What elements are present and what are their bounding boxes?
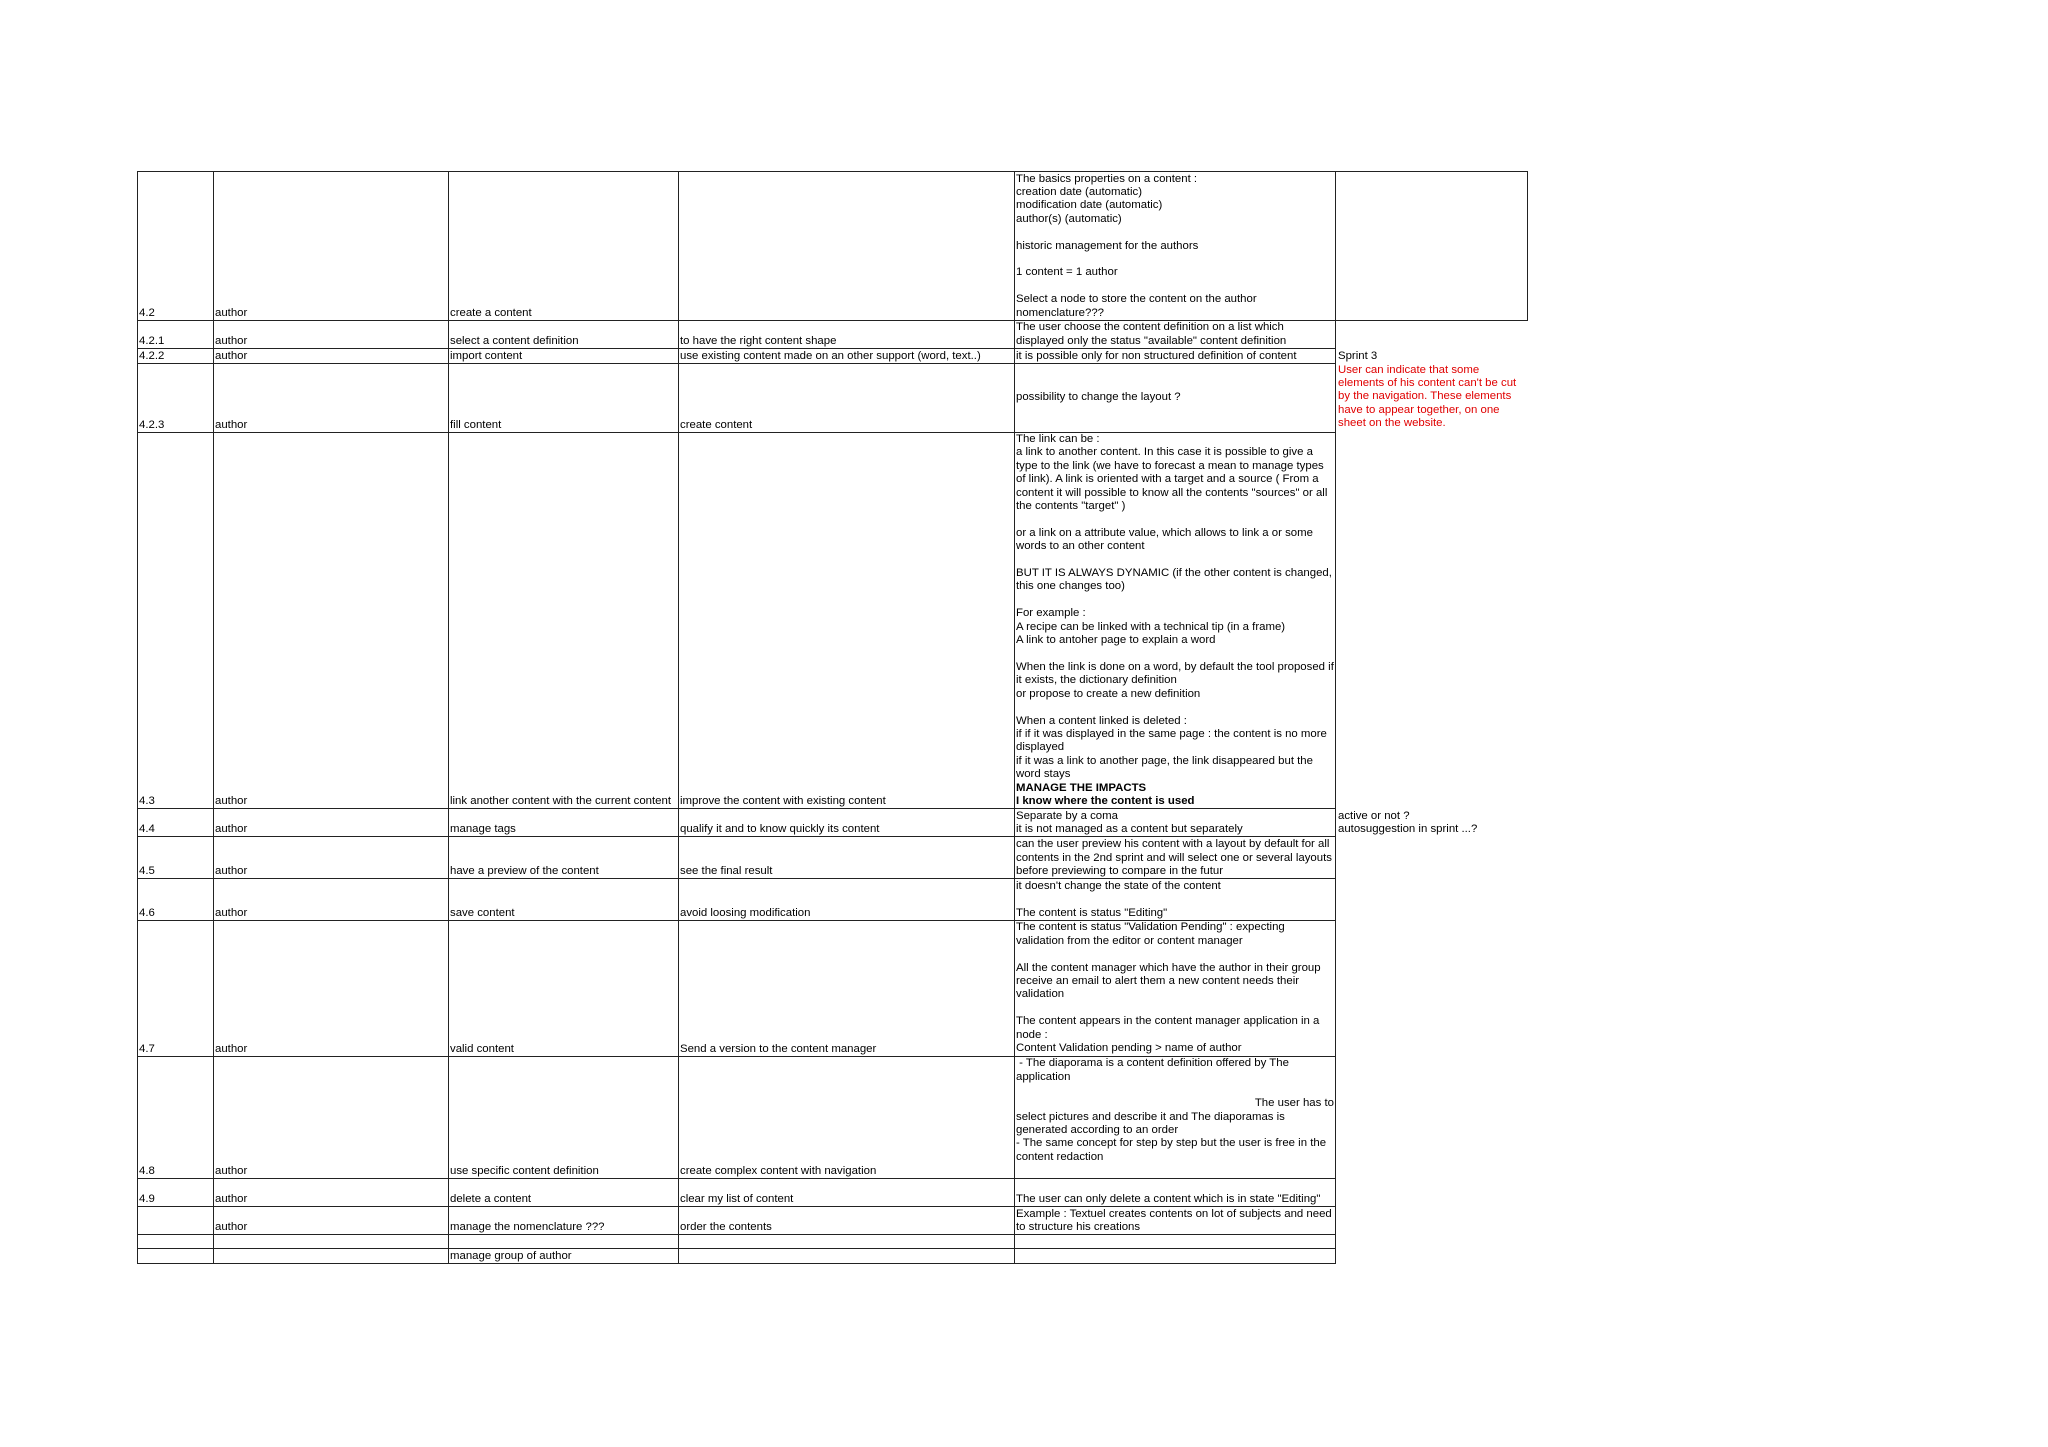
table-row xyxy=(138,921,1528,1057)
cell-goal: improve the content with existing content xyxy=(679,433,1015,809)
cell-id: 4.2 xyxy=(138,172,214,321)
cell-action: create a content xyxy=(449,172,679,321)
cell-id: 4.6 xyxy=(138,879,214,921)
cell-description: possibility to change the layout ? xyxy=(1015,364,1336,433)
table-row xyxy=(138,321,1528,349)
cell-id xyxy=(138,1249,214,1264)
cell-action: save content xyxy=(449,879,679,921)
cell-action: link another content with the current content xyxy=(449,433,679,809)
spreadsheet-table xyxy=(137,171,1528,1264)
table-row xyxy=(138,837,1528,879)
cell-role: author xyxy=(214,172,449,321)
table-row xyxy=(138,364,1528,433)
cell-role: author xyxy=(214,837,449,879)
cell-id: 4.8 xyxy=(138,1057,214,1179)
cell-description: The content is status "Validation Pending" : expecting validation from the editor or content manager All the content manager which have the author in their group receive an email to alert them a new content needs their validation The content appears in the content manager application in a node : Content Validation pending > name of author xyxy=(1015,921,1336,1057)
cell-description: The user choose the content definition on a list which displayed only the status "available" content definition xyxy=(1015,321,1336,349)
cell-note xyxy=(1336,1207,1528,1235)
table-row xyxy=(138,172,1528,321)
cell-note xyxy=(1336,1057,1528,1179)
cell-role: author xyxy=(214,1179,449,1207)
cell-note xyxy=(1336,1249,1528,1264)
table-row xyxy=(138,809,1528,837)
table-row xyxy=(138,879,1528,921)
cell-role: author xyxy=(214,809,449,837)
cell-note xyxy=(1336,879,1528,921)
cell-goal xyxy=(679,1235,1015,1249)
cell-id: 4.3 xyxy=(138,433,214,809)
cell-action: use specific content definition xyxy=(449,1057,679,1179)
cell-description xyxy=(1015,1235,1336,1249)
cell-role: author xyxy=(214,879,449,921)
table-row xyxy=(138,1235,1528,1249)
description-text-b: The user has to xyxy=(1254,1097,1334,1110)
cell-description: The basics properties on a content : creation date (automatic) modification date (automatic) author(s) (automatic) historic management for the authors 1 content = 1 author Select a node to store the content on the author nomenclature??? xyxy=(1015,172,1336,321)
cell-note xyxy=(1336,1235,1528,1249)
cell-note: active or not ? autosuggestion in sprint ...? xyxy=(1338,810,1478,836)
cell-action: select a content definition xyxy=(449,321,679,349)
cell-role: author xyxy=(214,349,449,364)
cell-note xyxy=(1336,1179,1528,1207)
cell-goal: order the contents xyxy=(679,1207,1015,1235)
cell-id xyxy=(138,1235,214,1249)
cell-description: Separate by a coma it is not managed as a content but separately xyxy=(1015,809,1336,837)
cell-id: 4.2.1 xyxy=(138,321,214,349)
cell-action: fill content xyxy=(449,364,679,433)
cell-goal: clear my list of content xyxy=(679,1179,1015,1207)
cell-goal: use existing content made on an other support (word, text..) xyxy=(679,349,1015,364)
cell-action: have a preview of the content xyxy=(449,837,679,879)
cell-action: manage tags xyxy=(449,809,679,837)
cell-id: 4.2.3 xyxy=(138,364,214,433)
cell-note xyxy=(1336,321,1528,349)
cell-action: manage the nomenclature ??? xyxy=(449,1207,679,1235)
cell-goal xyxy=(679,172,1015,321)
cell-goal: qualify it and to know quickly its content xyxy=(679,809,1015,837)
table-row xyxy=(138,1249,1528,1264)
table-row xyxy=(138,349,1528,364)
cell-goal: create content xyxy=(679,364,1015,433)
cell-note xyxy=(1336,837,1528,879)
cell-action: delete a content xyxy=(449,1179,679,1207)
cell-note-sprint: Sprint 3 xyxy=(1338,350,1378,363)
table-row xyxy=(138,1207,1528,1235)
cell-role: author xyxy=(214,364,449,433)
cell-role: author xyxy=(214,1207,449,1235)
cell-role: author xyxy=(214,321,449,349)
cell-description: Example : Textuel creates contents on lot of subjects and need to structure his creations xyxy=(1016,1207,1335,1233)
cell-goal xyxy=(679,1249,1015,1264)
cell-role xyxy=(214,1235,449,1249)
cell-action: import content xyxy=(449,349,679,364)
table-row xyxy=(138,433,1528,809)
cell-goal: Send a version to the content manager xyxy=(679,921,1015,1057)
cell-goal: create complex content with navigation xyxy=(679,1057,1015,1179)
cell-action xyxy=(449,1235,679,1249)
cell-description xyxy=(1015,433,1336,809)
cell-id: 4.7 xyxy=(138,921,214,1057)
cell-role: author xyxy=(214,433,449,809)
description-text-a: - The diaporama is a content definition offered by The application xyxy=(1016,1057,1293,1083)
cell-description xyxy=(1015,1057,1336,1179)
cell-id: 4.9 xyxy=(138,1179,214,1207)
cell-action: valid content xyxy=(449,921,679,1057)
cell-id: 4.5 xyxy=(138,837,214,879)
cell-id: 4.2.2 xyxy=(138,349,214,364)
cell-role: author xyxy=(214,921,449,1057)
table-row xyxy=(138,1179,1528,1207)
cell-goal: avoid loosing modification xyxy=(679,879,1015,921)
cell-role: author xyxy=(214,1057,449,1179)
cell-description: can the user preview his content with a layout by default for all contents in the 2nd sprint and will select one or several layouts before previewing to compare in the futur xyxy=(1016,838,1336,877)
description-bold-text: MANAGE THE IMPACTS I know where the content is used xyxy=(1016,781,1195,807)
cell-description xyxy=(1015,1249,1336,1264)
cell-role xyxy=(214,1249,449,1264)
cell-id xyxy=(138,1207,214,1235)
cell-goal: see the final result xyxy=(679,837,1015,879)
cell-action: manage group of author xyxy=(449,1249,679,1264)
description-text: The link can be : a link to another content. In this case it is possible to give a type to the link (we have to forecast a mean to manage types of link). A link is oriented with a target and a source ( From a content it will possible to know all the contents "sources" or all the contents "target" ) or a link on a attribute value, which allows to link a or some words to an other content BUT IT IS ALWAYS DYNAMIC (if the other content is changed, this one changes too) For example : A recipe can be linked with a technical tip (in a frame) A link to antoher page to explain a word When the link is done on a word, by default the tool proposed if it exists, the dictionary definition or propose to create a new definition When a content linked is deleted : if if it was displayed in the same page : the content is no more displayed if it was a link to another page, the link disappeared but the word stays xyxy=(1016,433,1334,781)
cell-note xyxy=(1336,921,1528,1057)
cell-note xyxy=(1336,433,1528,809)
cell-note-red: User can indicate that some elements of his content can't be cut by the navigation. These elements have to appear together, on one sheet on the website. xyxy=(1338,363,1520,430)
description-text-c: select pictures and describe it and The diaporamas is generated according to an order - The same concept for step by step but the user is free in the content redaction xyxy=(1016,1110,1327,1163)
cell-id: 4.4 xyxy=(138,809,214,837)
table-row xyxy=(138,1057,1528,1179)
cell-note xyxy=(1336,172,1528,321)
cell-description: it doesn't change the state of the content The content is status "Editing" xyxy=(1015,879,1336,921)
cell-goal: to have the right content shape xyxy=(679,321,1015,349)
cell-description: it is possible only for non structured definition of content xyxy=(1015,349,1336,364)
cell-description: The user can only delete a content which is in state "Editing" xyxy=(1015,1179,1336,1207)
